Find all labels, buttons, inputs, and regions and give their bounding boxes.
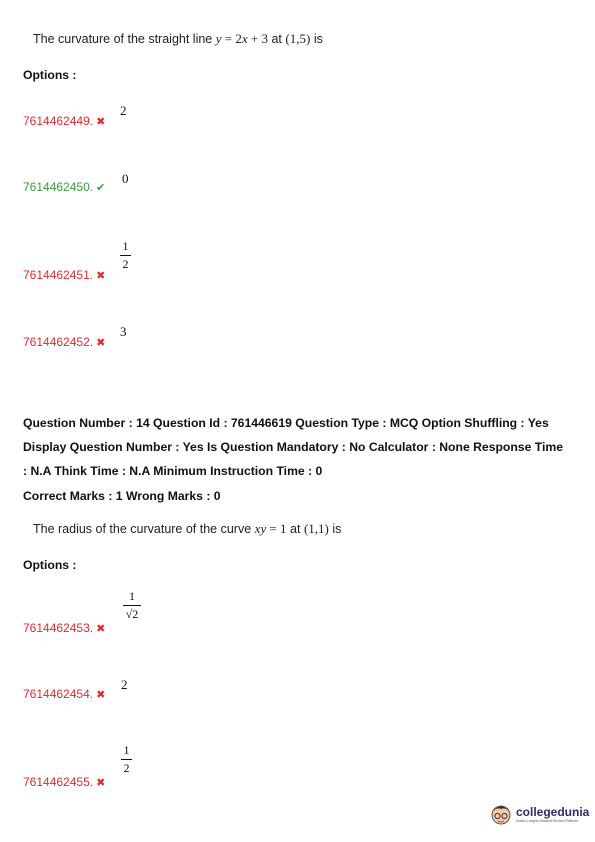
marks-line: Correct Marks : 1 Wrong Marks : 0	[23, 489, 221, 503]
option-id-text: 7614462455.	[23, 775, 94, 789]
option-id-text: 7614462453.	[23, 621, 94, 635]
brand-name: collegedunia	[516, 805, 590, 819]
cross-icon: ✖	[96, 337, 106, 349]
equation: xy = 1	[254, 521, 287, 536]
option-id	[23, 621, 105, 635]
fraction-bar	[121, 759, 132, 760]
option-value: 2	[120, 103, 127, 118]
brand-logo	[489, 800, 589, 828]
option-id	[23, 335, 105, 349]
question-text	[33, 521, 341, 537]
fraction-bar	[123, 605, 141, 606]
question-text-prefix: The radius of the curvature of the curve	[33, 522, 252, 536]
option-id-text: 7614462454.	[23, 687, 94, 701]
options-label: Options :	[23, 68, 77, 82]
option-id	[23, 268, 105, 282]
denominator: √2	[125, 607, 139, 621]
option-id-text: 7614462449.	[23, 114, 94, 128]
option-id	[23, 687, 105, 701]
option-id-text: 7614462451.	[23, 268, 94, 282]
cross-icon: ✖	[96, 623, 106, 635]
point: (1,5)	[285, 31, 311, 46]
cross-icon: ✖	[96, 270, 106, 282]
question-meta-line: : N.A Think Time : N.A Minimum Instruction Time : 0	[23, 464, 323, 478]
mascot-icon	[489, 800, 513, 828]
question-meta-line: Question Number : 14 Question Id : 761446619 Question Type : MCQ Option Shuffling : Yes	[23, 416, 549, 430]
fraction-bar	[120, 255, 131, 256]
option-value: 3	[120, 324, 127, 339]
numerator: 1	[129, 589, 135, 603]
fraction	[120, 240, 131, 271]
option-id	[23, 114, 105, 128]
point: (1,1)	[303, 521, 329, 536]
denominator: 2	[122, 257, 129, 271]
cross-icon: ✖	[96, 689, 106, 701]
brand-tagline: India's Largest Student Review Platform	[516, 819, 579, 823]
numerator: 1	[123, 743, 130, 757]
equation: y = 2x + 3	[215, 31, 268, 46]
question-text-prefix: The curvature of the straight line	[33, 32, 213, 46]
at-label: at	[271, 32, 282, 46]
option-value: 0	[122, 171, 129, 186]
option-id	[23, 775, 105, 789]
options-label: Options :	[23, 558, 77, 572]
question-suffix: is	[313, 32, 323, 46]
cross-icon: ✖	[96, 116, 106, 128]
cross-icon: ✖	[96, 777, 106, 789]
fraction	[121, 744, 132, 775]
question-suffix: is	[332, 522, 342, 536]
option-id-text: 7614462450.	[23, 180, 94, 194]
option-value: 2	[121, 677, 128, 692]
question-text	[33, 31, 323, 47]
denominator: 2	[123, 761, 130, 775]
option-id-text: 7614462452.	[23, 335, 94, 349]
option-id	[23, 180, 105, 194]
check-icon: ✔	[96, 182, 106, 194]
at-label: at	[290, 522, 301, 536]
question-meta-line: Display Question Number : Yes Is Question Mandatory : No Calculator : None Response Time	[23, 440, 563, 454]
numerator: 1	[122, 239, 129, 253]
fraction	[123, 590, 141, 621]
